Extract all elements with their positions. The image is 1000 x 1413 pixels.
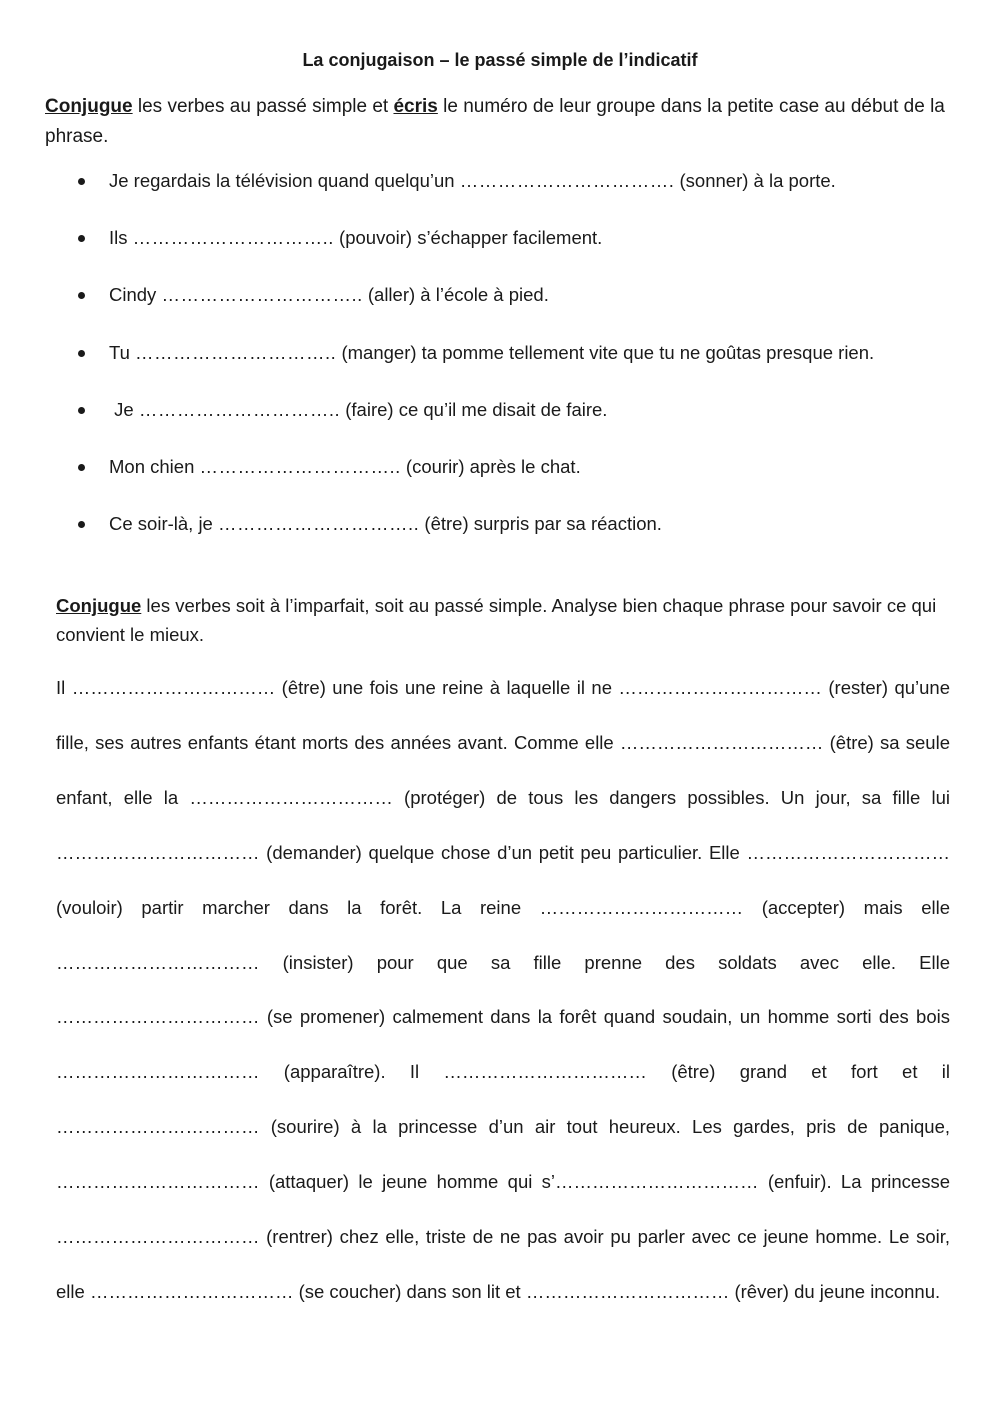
sentence-start: Ils [109,227,133,249]
sentence-end: (être) surpris par sa réaction. [419,513,662,535]
exercise1-instruction-text2: le numéro de leur groupe dans la petite case au début de la phrase. [45,96,945,147]
sentence-start: Ce soir-là, je [109,513,218,535]
list-item [78,395,948,452]
sentence-start: Je [109,398,139,420]
sentence-end: (aller) à l’école à pied. [362,284,549,306]
exercise1-keyword-conjugue: Conjugue [45,96,133,117]
answer-blank: ………………………….. [199,455,401,477]
exercise2-instruction [56,591,956,649]
exercise1-instruction-text1: les verbes au passé simple et [132,96,394,117]
list-item [78,280,948,337]
answer-blank: ………………………….. [132,227,334,249]
exercise1-list [78,166,948,566]
sentence-end: (pouvoir) s’échapper facilement. [333,227,603,249]
exercise1-keyword-ecris: écris [393,96,438,117]
sentence-start: Mon chien [109,455,200,477]
sentence-start: Je regardais la télévision quand quelqu’un [109,170,460,191]
sentence-end: (sonner) à la porte. [674,170,836,191]
list-item [78,166,948,223]
answer-blank: ………………………….. [217,513,420,535]
exercise2-instruction-text: les verbes soit à l’imparfait, soit au passé simple. Analyse bien chaque phrase pour savoir ce qui convient le mieux. [56,595,937,645]
sentence-start: Cindy [109,284,162,306]
answer-blank: ………………………….. [161,284,363,306]
list-item [78,338,948,395]
answer-blank: ……………………………. [459,170,675,191]
list-item [78,452,948,509]
answer-blank: ………………………….. [135,341,337,363]
sentence-start: Tu [109,341,136,363]
list-item [78,223,948,280]
page-title: La conjugaison – le passé simple de l’indicatif [302,50,698,70]
list-item [78,509,948,566]
sentence-end: (manger) ta pomme tellement vite que tu ne goûtas presque rien. [336,341,875,363]
sentence-end: (faire) ce qu’il me disait de faire. [340,398,608,420]
exercise2-keyword-conjugue: Conjugue [56,595,142,616]
answer-blank: ………………………….. [138,398,341,420]
sentence-end: (courir) après le chat. [400,455,581,477]
exercise1-instruction [45,92,960,152]
exercise2-paragraph: Il …………………………… (être) une fois une reine à laquelle il ne …………………………… (rester) qu’une fille, ses autres enfants étant morts des années avant. Comme elle …………………………… (être) sa seule enfant, elle la …………………………… (protéger) de tous les dangers possibles. Un jour, sa fille lui …………………………… (demander) quelque chose d’un petit peu particulier. Elle …………………………… (vouloir) partir marcher dans la forêt. La reine …………………………… (accepter) mais elle …………………………… (insister) pour que sa fille prenne des soldats avec elle. Elle …………………………… (se promener) calmement dans la forêt quand soudain, un homme sorti des bois …………………………… (apparaître). Il …………………………… (être) grand et fort et il …………………………… (sourire) à la princesse d’un air tout heureux. Les gardes, pris de panique, …………………………… (attaquer) le jeune homme qui s’…………………………… (enfuir). La princesse …………………………… (rentrer) chez elle, triste de ne pas avoir pu parler avec ce jeune homme. Le soir, elle …………………………… (se coucher) dans son lit et …………………………… (rêver) du jeune inconnu. [56,677,950,1302]
